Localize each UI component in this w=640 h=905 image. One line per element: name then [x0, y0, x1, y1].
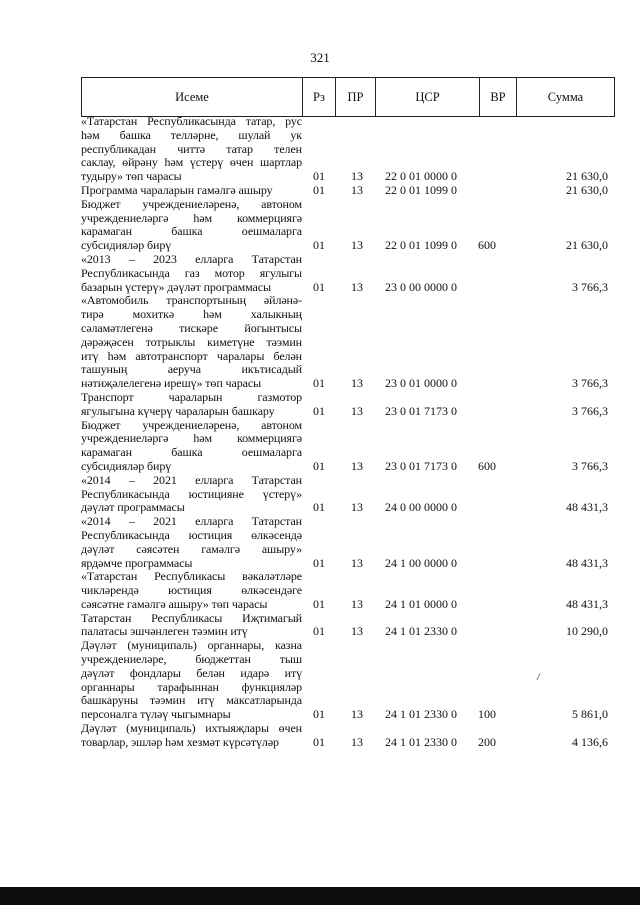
row-csr: 23 0 01 0000 0 [385, 376, 457, 391]
row-name [81, 570, 302, 611]
row-name-line: Дәүләт (муниципаль) ихтыяҗлары өчен [81, 721, 302, 736]
row-name-line: органнары тарафыннан функцияләр [81, 679, 302, 694]
row-name-line: Республикасында газ мотор ягулыгы [81, 265, 302, 280]
header-sum: Сумма [547, 90, 584, 104]
row-name-line: карамаган башка оешмаларга [81, 224, 302, 239]
row-name [81, 115, 302, 184]
row-pr: 13 [351, 500, 363, 515]
header-name: Исеме [82, 78, 303, 116]
row-sum: 3 766,3 [572, 376, 608, 391]
row-name-line: Программа чараларын гамәлгә ашыру [81, 182, 273, 197]
row-sum: 21 630,0 [566, 169, 608, 184]
row-name-line: башкаруны тәэмин итү максатларында [81, 693, 302, 708]
row-csr: 23 0 01 7173 0 [385, 458, 457, 473]
row-name-line: сәламәтлегенә тискәре йогынтысы [81, 320, 302, 335]
row-csr: 23 0 00 0000 0 [385, 279, 457, 294]
row-rz: 01 [313, 182, 325, 197]
row-name [81, 184, 302, 198]
row-csr: 24 1 00 0000 0 [385, 555, 457, 570]
row-name-line: сәясәтне гамәлгә ашыру» төп чарасы [81, 596, 268, 611]
row-name-line: палатасы эшчәнлеген тәэмин итү [81, 624, 248, 639]
row-pr: 13 [351, 624, 363, 639]
row-csr: 24 0 00 0000 0 [385, 500, 457, 515]
row-sum: 21 630,0 [566, 182, 608, 197]
row-name [81, 722, 302, 750]
row-name-line: ягулыгына күчерү чараларын башкару [81, 403, 275, 418]
row-name-line: «2014 – 2021 елларга Татарстан [81, 514, 302, 529]
row-name-line: «Татарстан Республикасында татар, рус [81, 114, 302, 128]
row-vr: 100 [478, 707, 496, 722]
header-rz: Рз [303, 78, 336, 116]
row-name-line: «2014 – 2021 елларга Татарстан [81, 472, 302, 487]
row-sum: 10 290,0 [566, 624, 608, 639]
row-name-line: субсидияләр бирү [81, 458, 172, 473]
table-row [81, 570, 613, 611]
table-row [81, 184, 613, 198]
table-row [81, 639, 613, 722]
row-name-line: товарлар, эшләр һәм хезмәт күрсәтүләр [81, 734, 279, 749]
row-pr: 13 [351, 403, 363, 418]
row-csr: 24 1 01 2330 0 [385, 624, 457, 639]
row-csr: 24 1 01 0000 0 [385, 596, 457, 611]
row-rz: 01 [313, 500, 325, 515]
row-sum: 3 766,3 [572, 403, 608, 418]
row-rz: 01 [313, 707, 325, 722]
row-rz: 01 [313, 555, 325, 570]
row-name-line: дәүләт сәясәтен гамәлгә ашыру» [81, 541, 302, 556]
row-pr: 13 [351, 707, 363, 722]
row-name-line: «2013 – 2023 елларга Татарстан [81, 251, 302, 266]
row-sum: 3 766,3 [572, 279, 608, 294]
row-sum: 48 431,3 [566, 500, 608, 515]
row-name-line: учреждениеләргә һәм коммерциягә [81, 431, 302, 446]
row-name [81, 198, 302, 253]
table-row [81, 419, 613, 474]
row-name-line: тудыру» төп чарасы [81, 169, 182, 184]
row-csr: 24 1 01 2330 0 [385, 707, 457, 722]
row-rz: 01 [313, 376, 325, 391]
row-pr: 13 [351, 376, 363, 391]
row-pr: 13 [351, 182, 363, 197]
row-vr: 200 [478, 734, 496, 749]
row-name-line: Транспорт чараларын газмотор [81, 389, 302, 404]
row-name-line: Бюджет учреждениеләренә, автоном [81, 417, 302, 432]
row-name-line: тирә мохиткә һәм халыкның [81, 307, 302, 322]
table-row [81, 391, 613, 419]
row-vr: 600 [478, 238, 496, 253]
row-name-line: Бюджет учреждениеләренә, автоном [81, 196, 302, 211]
row-name-line: дәүләт программасы [81, 500, 185, 515]
row-name [81, 391, 302, 419]
row-csr: 22 0 01 1099 0 [385, 182, 457, 197]
row-rz: 01 [313, 238, 325, 253]
row-name-line: республикадан читтә татар телен [81, 141, 302, 156]
page-number: 321 [310, 50, 330, 65]
row-rz: 01 [313, 596, 325, 611]
header-pr: ПР [336, 78, 376, 116]
row-rz: 01 [313, 458, 325, 473]
row-rz: 01 [313, 169, 325, 184]
table-row [81, 253, 613, 294]
row-name-line: һәм башка телләрне, шулай ук [81, 127, 302, 142]
row-name-line: «Татарстан Республикасы вәкаләтләре [81, 569, 302, 584]
row-name-line: саклау, өйрәну һәм үстерү өчен шартлар [81, 155, 302, 170]
row-name-line: чикләрендә юстиция өлкәсендәге [81, 583, 302, 598]
row-sum: 48 431,3 [566, 596, 608, 611]
row-name-line: базарын үстерү» дәүләт программасы [81, 279, 271, 294]
row-pr: 13 [351, 458, 363, 473]
table-row [81, 722, 613, 750]
row-vr: 600 [478, 458, 496, 473]
table-row [81, 198, 613, 253]
row-name-line: Республикасында юстицияне үстерү» [81, 486, 302, 501]
row-sum: 48 431,3 [566, 555, 608, 570]
table-row [81, 474, 613, 515]
row-name-line: ташуның аеруча икътисадый [81, 362, 302, 377]
row-name-line: итү һәм автотранспорт чаралары белән [81, 348, 302, 363]
row-sum: 4 136,6 [572, 734, 608, 749]
row-name [81, 515, 302, 570]
table-row [81, 612, 613, 640]
row-name-line: дәрәҗәсен тотрыклы киметүне тәэмин [81, 334, 302, 349]
row-rz: 01 [313, 279, 325, 294]
table-row [81, 115, 613, 184]
row-name [81, 294, 302, 391]
row-pr: 13 [351, 555, 363, 570]
row-pr: 13 [351, 238, 363, 253]
row-pr: 13 [351, 279, 363, 294]
row-rz: 01 [313, 624, 325, 639]
row-sum: 3 766,3 [572, 458, 608, 473]
row-name-line: нәтиҗәлелегенә ирешү» төп чарасы [81, 376, 262, 391]
stray-mark: / [537, 672, 540, 683]
row-pr: 13 [351, 596, 363, 611]
table-header [81, 77, 615, 117]
row-name-line: Дәүләт (муниципаль) органнары, казна [81, 638, 302, 653]
scan-border [0, 887, 640, 905]
header-vr: ВР [480, 78, 517, 116]
row-pr: 13 [351, 734, 363, 749]
row-name [81, 639, 302, 722]
row-name-line: учреждениеләргә һәм коммерциягә [81, 210, 302, 225]
row-name-line: персоналга түләү чыгымнары [81, 707, 231, 722]
row-csr: 23 0 01 7173 0 [385, 403, 457, 418]
row-name [81, 253, 302, 294]
table-body [81, 115, 613, 750]
row-name [81, 474, 302, 515]
row-name-line: Татарстан Республикасы Иҗтимагый [81, 610, 302, 625]
row-rz: 01 [313, 734, 325, 749]
row-name [81, 612, 302, 640]
row-name-line: учреждениеләре, бюджеттан тыш [81, 652, 302, 667]
row-name-line: Республикасында юстиция өлкәсендә [81, 527, 302, 542]
header-csr: ЦСР [376, 78, 480, 116]
row-name-line: карамаган башка оешмаларга [81, 445, 302, 460]
row-csr: 22 0 01 1099 0 [385, 238, 457, 253]
row-name-line: «Автомобиль транспортының әйләнә- [81, 293, 302, 308]
row-name-line: ярдәмче программасы [81, 555, 193, 570]
row-name-line: дәүләт фондлары белән идарә итү [81, 665, 302, 680]
row-csr: 22 0 01 0000 0 [385, 169, 457, 184]
row-pr: 13 [351, 169, 363, 184]
table-row [81, 515, 613, 570]
row-rz: 01 [313, 403, 325, 418]
row-name-line: субсидияләр бирү [81, 238, 172, 253]
row-name [81, 419, 302, 474]
row-csr: 24 1 01 2330 0 [385, 734, 457, 749]
table-row [81, 294, 613, 391]
row-sum: 5 861,0 [572, 707, 608, 722]
row-sum: 21 630,0 [566, 238, 608, 253]
